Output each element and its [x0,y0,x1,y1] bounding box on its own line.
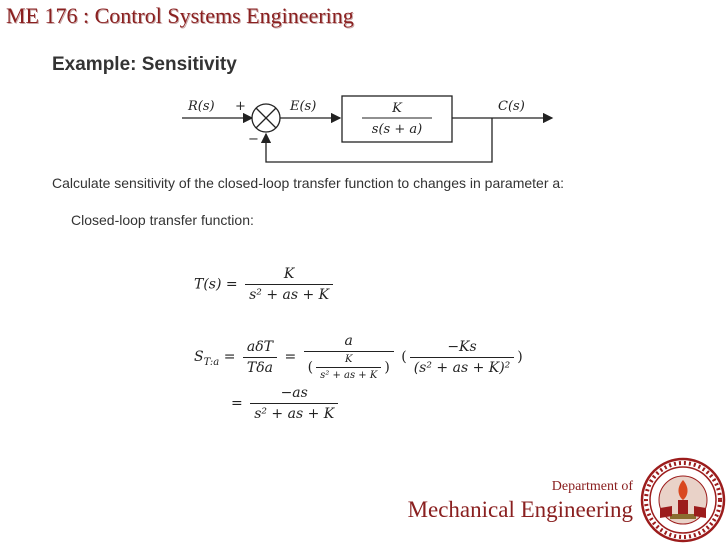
subheading: Closed-loop transfer function: [71,212,254,228]
plus-sign: + [235,99,246,114]
transfer-function-equation [194,266,336,303]
course-title: ME 176 : Control Systems Engineering [6,3,354,28]
minus-sign: − [248,132,259,147]
block-diagram [180,88,560,176]
sensitivity-lhs: S [194,349,204,365]
tf-lhs: T(s) = [194,276,238,293]
dt-da-fraction: $\frac{-Ks}{\text{(s² + as + K)²}}$ [410,339,515,376]
output-label: C(s) [498,99,525,114]
result-fraction: $\frac{-as}{\text{s² + as + K}}$ [250,385,338,422]
sensitivity-equation: $S_{T:a}$ = $\frac{\text{aδT}}{\text{Tδa}}$ = a ( $\frac{K}{\text{s² + as + K}}$ ) ( $\frac{-Ks}{\text{(s² + as + K)²}}$ ) [194,333,523,381]
department-name: Mechanical Engineering [407,497,633,522]
college-seal-icon [640,456,726,544]
tf-denominator: s² + as + K [245,284,333,303]
a-over-t-fraction: a ( $\frac{K}{\text{s² + as + K}}$ ) [304,333,394,381]
tf-fraction [245,266,333,303]
plant-denominator: s(s + a) [371,122,423,137]
sensitivity-lhs-subscript: T:a [203,356,220,368]
sensitivity-result: = $\frac{-as}{\text{s² + as + K}}$ [231,385,341,422]
sensitivity-definition-fraction: $\frac{\text{aδT}}{\text{Tδa}}$ [243,339,277,376]
error-label: E(s) [290,99,317,114]
tf-numerator: K [283,266,295,282]
slide-title: Example: Sensitivity [52,54,237,75]
problem-statement: Calculate sensitivity of the closed-loop transfer function to changes in parameter a: [52,175,565,191]
department-of-label: Department of [551,479,633,494]
plant-numerator: K [392,101,402,116]
input-label: R(s) [188,99,215,114]
